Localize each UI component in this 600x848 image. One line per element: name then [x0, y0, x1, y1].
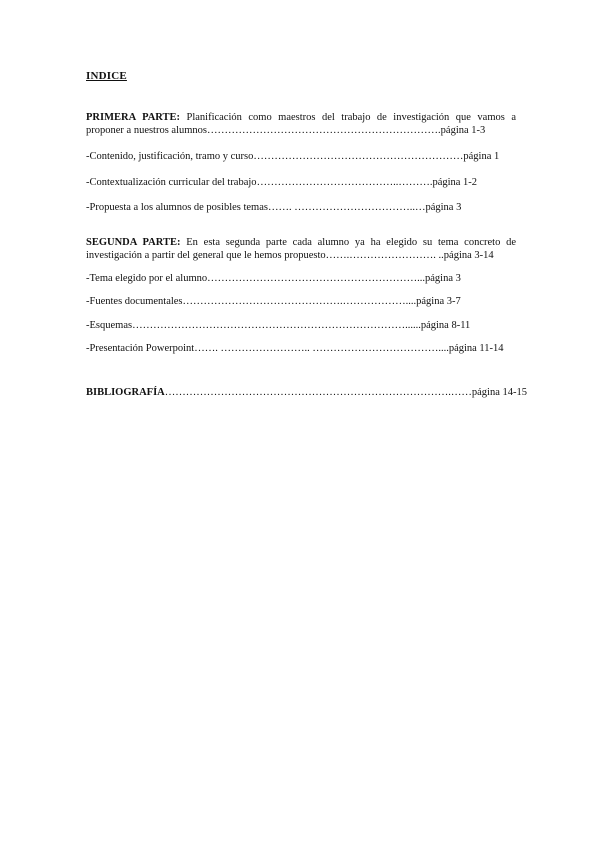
toc-item-fuentes [86, 295, 516, 308]
toc-item-esquemas [86, 319, 516, 332]
primera-parte-description: Planificación como maestros del trabajo de investigación que vamos a [186, 112, 516, 123]
toc-item-propuesta [86, 201, 516, 214]
leader-dots: …………………………………..………. [256, 177, 433, 188]
segunda-parte-line-2 [86, 249, 516, 262]
page-reference: página 1-3 [440, 125, 486, 136]
page-reference: página 3-14 [443, 250, 494, 261]
primera-parte-line-2 [86, 124, 516, 137]
page-reference: página 1 [463, 151, 500, 162]
segunda-parte-heading: SEGUNDA PARTE: [86, 237, 181, 248]
leader-dots: ……………………………………………………... [207, 273, 426, 284]
toc-item-label: -Contenido, justificación, tramo y curso [86, 151, 254, 162]
primera-parte-entry [86, 111, 516, 137]
leader-dots: …….……………………. .. [325, 250, 444, 261]
page-reference: página 3 [425, 273, 461, 284]
primera-parte-line-1 [86, 111, 516, 124]
leader-dots: ……………………………………………………………………...... [132, 320, 421, 331]
segunda-parte-line-1 [86, 236, 516, 249]
primera-parte-heading: PRIMERA PARTE: [86, 112, 180, 123]
toc-item-tema [86, 272, 516, 285]
toc-item-label: -Propuesta a los alumnos de posibles temas [86, 202, 268, 213]
leader-dots: …………………………………………………………. [207, 125, 441, 136]
leader-dots: ……. …………………….. ……………………………….... [194, 343, 449, 354]
leader-dots: ……. ……………………………..… [267, 202, 426, 213]
page-reference: página 11-14 [448, 343, 504, 354]
toc-item-contextualizacion [86, 176, 516, 189]
page-reference: página 3 [425, 202, 462, 213]
bibliografia-heading: BIBLIOGRAFÍA [86, 387, 165, 398]
index-title: INDICE [86, 70, 127, 82]
toc-item-label: -Contextualización curricular del trabajo [86, 177, 257, 188]
leader-dots: ……………………………………………………………………….…… [164, 387, 472, 398]
page-reference: página 3-7 [416, 296, 461, 307]
segunda-parte-description: En esta segunda parte cada alumno ya ha elegido su tema concreto de [186, 237, 516, 248]
toc-item-label: -Presentación Powerpoint [86, 343, 195, 354]
page-reference: página 8-11 [420, 320, 471, 331]
page-reference: página 14-15 [471, 387, 528, 398]
segunda-parte-description-cont: investigación a partir del general que le hemos propuesto [86, 250, 326, 261]
toc-item-label: -Fuentes documentales [86, 296, 183, 307]
primera-parte-description-cont: proponer a nuestros alumnos [86, 125, 208, 136]
toc-item-label: -Esquemas [86, 320, 133, 331]
toc-item-label: -Tema elegido por el alumno [86, 273, 208, 284]
leader-dots: ……………………………………….……………….... [182, 296, 417, 307]
page-reference: página 1-2 [432, 177, 478, 188]
toc-item-presentacion [86, 342, 516, 355]
toc-item-bibliografia [86, 386, 528, 399]
toc-item-contenido [86, 150, 516, 163]
leader-dots: …………………………………………………… [253, 151, 464, 162]
segunda-parte-entry [86, 236, 516, 262]
